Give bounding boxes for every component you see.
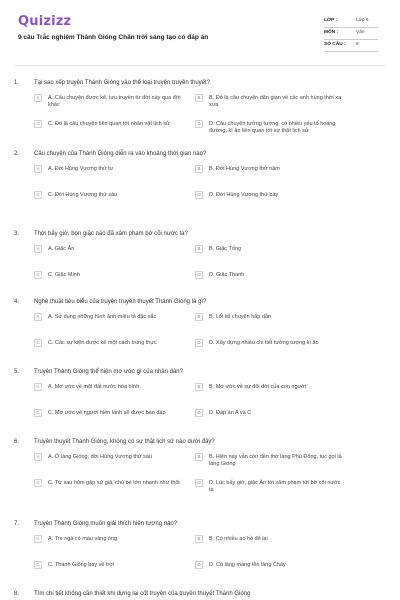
option-letter-badge: B bbox=[195, 313, 203, 321]
answer-option-a[interactable] bbox=[34, 383, 184, 391]
option-text: C. Từ sau hôm gặp sứ giả, chú bé lớn nhanh như thổi bbox=[48, 480, 180, 486]
option-letter-badge: B bbox=[195, 383, 203, 391]
answer-option-d[interactable] bbox=[195, 479, 345, 493]
question-number: 8. bbox=[14, 591, 20, 597]
option-text: D. Lúc bấy giờ, giặc Ân tới xâm phạm tới bờ cõi nước ta bbox=[209, 480, 341, 493]
option-text: A. Ở làng Gióng, đời Hùng Vương thứ sáu bbox=[48, 454, 152, 460]
option-text: A. Câu chuyện được kể, lưu truyền từ đời này qua đời khác bbox=[48, 95, 181, 108]
answer-option-c[interactable] bbox=[34, 271, 184, 279]
question-header bbox=[14, 438, 386, 446]
question-1 bbox=[14, 79, 386, 134]
option-letter-badge: C bbox=[34, 339, 42, 347]
option-letter-badge: D bbox=[195, 191, 203, 199]
option-text: D. Có làng mang tên làng Cháy bbox=[209, 562, 286, 568]
option-text: D. Đáp án A và C bbox=[209, 410, 252, 416]
answer-option-a[interactable] bbox=[34, 94, 184, 108]
option-text: B. Giặc Tống bbox=[209, 246, 241, 252]
info-box bbox=[324, 16, 378, 52]
option-letter-badge: A bbox=[34, 313, 42, 321]
info-row-subject bbox=[324, 28, 378, 40]
option-letter-badge: D bbox=[195, 479, 203, 487]
question-8 bbox=[14, 590, 386, 598]
info-row-class bbox=[324, 16, 378, 28]
option-text: C. Thánh Gióng bay về trời bbox=[48, 562, 115, 568]
answer-option-b[interactable] bbox=[195, 245, 345, 253]
answer-option-b[interactable] bbox=[195, 535, 345, 543]
answer-option-a[interactable] bbox=[34, 245, 184, 253]
option-letter-badge: D bbox=[195, 561, 203, 569]
answer-option-b[interactable] bbox=[195, 313, 345, 321]
question-text: Câu chuyện của Thánh Gióng diễn ra vào khoảng thời gian nào? bbox=[34, 151, 207, 157]
question-text: Truyện Thánh Gióng thể hiện mơ ước gì của nhân dân? bbox=[34, 369, 183, 375]
option-letter-badge: C bbox=[34, 191, 42, 199]
option-letter-badge: B bbox=[195, 165, 203, 173]
info-value: 9 bbox=[356, 42, 359, 47]
question-number: 5. bbox=[14, 369, 20, 375]
question-number: 2. bbox=[14, 151, 20, 157]
option-letter-badge: D bbox=[195, 271, 203, 279]
question-header bbox=[14, 230, 386, 238]
option-letter-badge: C bbox=[34, 409, 42, 417]
option-text: A. Sử dụng những hình ảnh miêu tả đặc sắc bbox=[48, 314, 157, 320]
option-letter-badge: C bbox=[34, 271, 42, 279]
info-value: Văn bbox=[356, 30, 365, 35]
answer-option-d[interactable] bbox=[195, 271, 345, 279]
question-header bbox=[14, 79, 386, 87]
answer-option-a[interactable] bbox=[34, 165, 184, 173]
question-6 bbox=[14, 438, 386, 493]
option-letter-badge: D bbox=[195, 339, 203, 347]
option-text: C. Giặc Minh bbox=[48, 272, 80, 278]
option-text: C. Đời Hùng Vương thứ sáu bbox=[48, 192, 118, 198]
option-letter-badge: D bbox=[195, 409, 203, 417]
option-letter-badge: A bbox=[34, 245, 42, 253]
answer-option-c[interactable] bbox=[34, 561, 184, 569]
info-label: SỐ CÂU : bbox=[324, 42, 346, 47]
question-header bbox=[14, 520, 386, 528]
option-text: B. Lối kể chuyện hấp dẫn bbox=[209, 314, 272, 320]
answer-option-a[interactable] bbox=[34, 453, 184, 461]
quizizz-logo[interactable]: Quizizz bbox=[18, 14, 72, 29]
answer-option-b[interactable] bbox=[195, 165, 345, 173]
question-text: Tại sao xếp truyện Thánh Gióng vào thể loại truyện truyền thuyết? bbox=[34, 80, 210, 86]
question-number: 3. bbox=[14, 231, 20, 237]
option-letter-badge: A bbox=[34, 535, 42, 543]
option-text: B. Hiện nay vẫn còn đền thờ làng Phù Đổng, tục gọi là làng Gióng bbox=[209, 454, 342, 467]
option-text: A. Giặc Ân bbox=[48, 246, 75, 252]
question-header bbox=[14, 590, 386, 598]
question-5 bbox=[14, 368, 386, 416]
question-number: 7. bbox=[14, 521, 20, 527]
question-3 bbox=[14, 230, 386, 278]
question-4 bbox=[14, 298, 386, 346]
option-letter-badge: A bbox=[34, 94, 42, 102]
answer-option-c[interactable] bbox=[34, 409, 184, 417]
question-text: Thời bấy giờ, bọn giặc nào đã xâm phạm bờ cõi nước ta? bbox=[34, 231, 188, 237]
option-text: D. Xây dựng nhiều chi tiết tưởng tượng kì ảo bbox=[209, 340, 319, 346]
answer-option-d[interactable] bbox=[195, 409, 345, 417]
option-text: C. Đó là câu chuyện liên quan tới nhân vật lịch sử bbox=[48, 121, 170, 127]
option-letter-badge: B bbox=[195, 94, 203, 102]
answer-option-a[interactable] bbox=[34, 535, 184, 543]
info-label: MÔN : bbox=[324, 30, 339, 35]
option-letter-badge: A bbox=[34, 165, 42, 173]
question-number: 6. bbox=[14, 439, 20, 445]
option-letter-badge: C bbox=[34, 479, 42, 487]
answer-option-b[interactable] bbox=[195, 94, 345, 108]
question-header bbox=[14, 298, 386, 306]
question-number: 1. bbox=[14, 80, 20, 86]
answer-option-c[interactable] bbox=[34, 191, 184, 199]
option-letter-badge: C bbox=[34, 561, 42, 569]
question-text: Tìm chi tiết không cần thiết khi dựng lại cốt truyện của truyền thuyết Thánh Gióng bbox=[34, 591, 251, 597]
option-text: B. Có nhiều ao hồ để lại bbox=[209, 536, 268, 542]
question-text: Truyền thuyết Thánh Gióng, không có sự thật lịch sử nào dưới đây? bbox=[34, 439, 215, 445]
option-text: A. Mơ ước về một đất nước hòa bình bbox=[48, 384, 140, 390]
option-letter-badge: C bbox=[34, 120, 42, 128]
answer-option-d[interactable] bbox=[195, 120, 345, 134]
question-7 bbox=[14, 520, 386, 568]
question-header bbox=[14, 150, 386, 158]
answer-option-b[interactable] bbox=[195, 453, 345, 467]
option-text: A. Đời Hùng Vương thứ tư bbox=[48, 166, 114, 172]
option-text: D. Đời Hùng Vương thứ bảy bbox=[209, 192, 279, 198]
page-title: 9 câu Trắc nghiệm Thánh Gióng Chân trời sáng tạo có đáp án bbox=[18, 34, 209, 41]
option-text: D. Giặc Thanh bbox=[209, 272, 245, 278]
answer-option-c[interactable] bbox=[34, 120, 184, 128]
option-text: A. Tre ngà có màu vàng óng bbox=[48, 536, 118, 542]
option-letter-badge: A bbox=[34, 383, 42, 391]
info-value: Lớp 6 bbox=[356, 18, 369, 23]
answer-option-a[interactable] bbox=[34, 313, 184, 321]
option-letter-badge: D bbox=[195, 120, 203, 128]
option-text: B. Đời Hùng Vương thứ năm bbox=[209, 166, 280, 172]
option-letter-badge: B bbox=[195, 453, 203, 461]
answer-option-c[interactable] bbox=[34, 479, 184, 487]
answer-option-c[interactable] bbox=[34, 339, 184, 347]
info-row-count bbox=[324, 40, 378, 52]
question-number: 4. bbox=[14, 299, 20, 305]
question-header bbox=[14, 368, 386, 376]
question-2 bbox=[14, 150, 386, 198]
answer-option-d[interactable] bbox=[195, 561, 345, 569]
option-text: B. Mơ ước về sự đổi đời của con người bbox=[209, 384, 307, 390]
answer-option-d[interactable] bbox=[195, 191, 345, 199]
option-text: D. Câu chuyện tưởng tượng, có nhiều yếu tố hoang đường, kì ảo liên quan tới sự thật lịch sử bbox=[209, 121, 336, 134]
option-letter-badge: A bbox=[34, 453, 42, 461]
info-label: LỚP : bbox=[324, 18, 338, 23]
option-text: B. Đó là câu chuyện dân gian về các anh hùng thời xa xưa bbox=[209, 95, 342, 108]
answer-option-d[interactable] bbox=[195, 339, 345, 347]
question-text: Nghệ thuật tiêu biểu của truyện truyền thuyết Thánh Gióng là gì? bbox=[34, 299, 207, 305]
option-letter-badge: B bbox=[195, 535, 203, 543]
header bbox=[14, 0, 386, 66]
question-text: Truyện Thánh Gióng muốn giải thích hiện tượng nào? bbox=[34, 521, 178, 527]
option-text: C. Mơ ước về người hiền lành sẽ được báo đáp bbox=[48, 410, 166, 416]
option-text: C. Các sự kiện được kể một cách trung thực bbox=[48, 340, 157, 346]
option-letter-badge: B bbox=[195, 245, 203, 253]
answer-option-b[interactable] bbox=[195, 383, 345, 391]
